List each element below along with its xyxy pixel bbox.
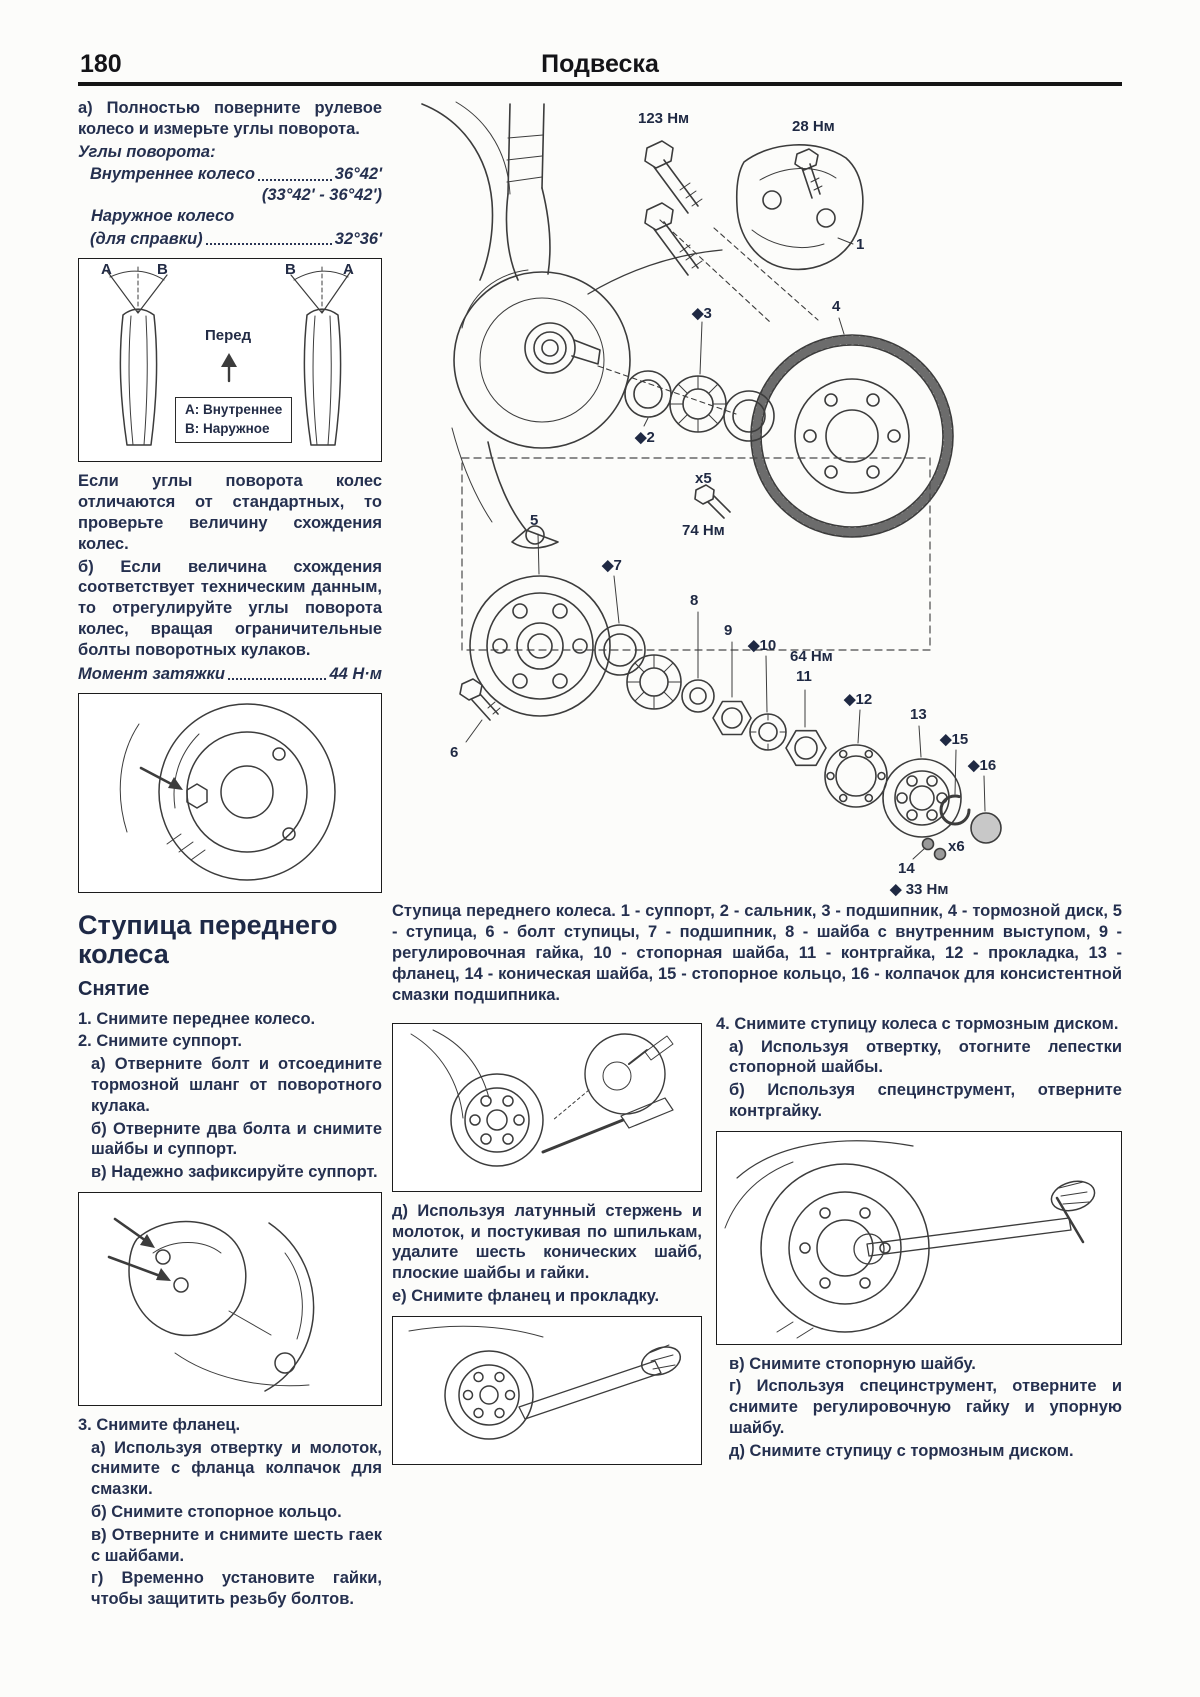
figure-caliper-removal xyxy=(78,1192,382,1406)
spec-outer-value: 32°36' xyxy=(334,229,382,248)
part-label-16: ◆16 xyxy=(968,757,997,774)
part-label-15: ◆15 xyxy=(940,731,969,748)
part-label-6: 6 xyxy=(450,744,459,761)
right-column xyxy=(392,98,1122,1612)
left-column xyxy=(78,98,382,1612)
count-label-x5: x5 xyxy=(695,470,712,487)
spec-inner-value: 36°42' xyxy=(334,165,382,184)
step-e-text: е) Снимите фланец и прокладку. xyxy=(392,1286,660,1305)
exploded-hub-diagram xyxy=(392,98,1122,898)
caliper-removal-drawing xyxy=(79,1193,379,1405)
part-label-10: ◆10 xyxy=(748,637,777,654)
fig-legend xyxy=(175,397,292,443)
torque-value: 44 Н·м xyxy=(329,664,382,683)
spec-heading: Углы поворота: xyxy=(78,142,216,161)
legend-inner: A: Внутреннее xyxy=(185,402,283,418)
figure-special-tool xyxy=(716,1131,1122,1345)
spec-inner-label: Внутреннее колесо xyxy=(90,165,255,184)
special-tool-drawing xyxy=(717,1132,1119,1344)
part-label-13: 13 xyxy=(910,706,927,723)
part-label-9: 9 xyxy=(724,622,733,639)
part-label-11: 11 xyxy=(796,668,812,685)
part-label-12: ◆12 xyxy=(844,691,873,708)
step-d-text: д) Используя латунный стержень и молоток, и постукивая по шпилькам, удалите шесть конических шайб, плоские шайбы и гайки. xyxy=(392,1201,702,1283)
front-label: Перед xyxy=(205,327,252,345)
section-title: Ступица переднего колеса xyxy=(78,910,338,970)
dotted-leader xyxy=(228,664,326,681)
step-3b: б) Снимите стопорное кольцо. xyxy=(91,1502,342,1521)
part-label-1: 1 xyxy=(856,236,865,253)
angle-label-b-left: B xyxy=(157,261,168,279)
step-2: 2. Снимите суппорт. xyxy=(78,1032,243,1051)
count-label-x6: x6 xyxy=(948,838,965,855)
page-header xyxy=(78,48,1122,86)
spec-inner-range: (33°42' - 36°42') xyxy=(261,186,382,205)
page-title: Подвеска xyxy=(541,50,659,78)
step-2a: а) Отверните болт и отсоедините тормозной шланг от поворотного кулака. xyxy=(91,1055,382,1115)
flange-screwdriver-drawing xyxy=(393,1024,699,1191)
step-a-text: а) Полностью поверните рулевое колесо и измерьте углы поворота. xyxy=(78,99,382,138)
figure-wheel-angles xyxy=(78,258,382,462)
step4-column xyxy=(716,1014,1122,1474)
step-3d: г) Временно установите гайки, чтобы защитить резьбу болтов. xyxy=(91,1569,382,1609)
step-4c: в) Снимите стопорную шайбу. xyxy=(729,1354,976,1373)
step-4: 4. Снимите ступицу колеса с тормозным диском. xyxy=(716,1014,1119,1033)
step-b-text: б) Если величина схождения соответствует техническим данным, то отрегулируйте углы поворота колес, вращая ограничительные болты поворотных кулаков. xyxy=(78,557,382,659)
step-1: 1. Снимите переднее колесо. xyxy=(78,1009,316,1028)
step-3: 3. Снимите фланец. xyxy=(78,1415,241,1434)
step-4a: а) Используя отвертку, отогните лепестки стопорной шайбы. xyxy=(729,1037,1122,1077)
torque-label-33: ◆ 33 Нм xyxy=(890,881,949,898)
dotted-leader xyxy=(258,164,332,181)
part-label-5: 5 xyxy=(530,512,539,529)
part-label-8: 8 xyxy=(690,592,699,609)
step-2c: в) Надежно зафиксируйте суппорт. xyxy=(91,1163,378,1182)
torque-label-64: 64 Нм xyxy=(790,648,833,665)
figure-flange-screwdriver xyxy=(392,1023,702,1192)
step-4e: д) Снимите ступицу с тормозным диском. xyxy=(729,1441,1074,1460)
part-label-4: 4 xyxy=(832,298,841,315)
torque-label: Момент затяжки xyxy=(78,664,226,683)
spec-outer-note: (для справки) xyxy=(90,229,203,248)
angle-label-a-right: A xyxy=(343,261,354,279)
angle-label-a-left: A xyxy=(101,261,112,279)
page-content xyxy=(78,48,1122,1612)
legend-outer: B: Наружное xyxy=(185,421,270,437)
step-2b: б) Отверните два болта и снимите шайбы и суппорт. xyxy=(91,1119,382,1159)
torque-label-74: 74 Нм xyxy=(682,522,725,539)
exploded-hub-drawing xyxy=(392,98,1122,893)
angle-label-b-right: B xyxy=(285,261,296,279)
step-3a: а) Используя отвертку и молоток, снимите с фланца колпачок для смазки. xyxy=(91,1438,382,1499)
part-label-2: ◆2 xyxy=(635,429,655,446)
step-4d: г) Используя специнструмент, отверните и снимите регулировочную гайку и упорную шайбу. xyxy=(729,1377,1122,1438)
removal-title: Снятие xyxy=(78,977,150,1000)
dotted-leader xyxy=(206,229,332,246)
part-label-3: ◆3 xyxy=(692,305,712,322)
spec-outer-row xyxy=(78,229,382,250)
page-number: 180 xyxy=(80,50,122,78)
part-label-7: ◆7 xyxy=(602,557,622,574)
spec-inner-row xyxy=(78,164,382,185)
check-toe-text: Если углы поворота колес отличаются от стандартных, то проверьте величину схождения колес. xyxy=(78,472,382,553)
diagram-caption: Ступица переднего колеса. 1 - суппорт, 2 - сальник, 3 - подшипник, 4 - тормозной диск, 5 - ступица, 6 - болт ступицы, 7 - подшипник, 8 - шайба с внутренним выступом, 9 - регулировочная гайка, 10 - стопорная шайба, 11 - контргайка, 12 - прокладка, 13 - фланец, 14 - коническая шайба, 15 - стопорное кольцо, 16 - колпачок для консистентной смазки подшипника. xyxy=(392,902,1122,1004)
figure-stop-bolt xyxy=(78,693,382,893)
figure-brass-bar xyxy=(392,1316,702,1465)
torque-spec-row xyxy=(78,664,382,685)
step-4b: б) Используя специнструмент, отверните контргайку. xyxy=(729,1081,1122,1120)
step-3c: в) Отверните и снимите шесть гаек с шайбами. xyxy=(91,1525,382,1565)
stop-bolt-drawing xyxy=(79,694,379,892)
part-label-14: 14 xyxy=(898,860,915,877)
middle-column xyxy=(392,1014,702,1474)
torque-label-123: 123 Нм xyxy=(638,110,690,127)
brass-bar-drawing xyxy=(393,1317,699,1464)
torque-label-28: 28 Нм xyxy=(792,118,835,135)
spec-outer-label: Наружное колесо xyxy=(91,206,235,225)
